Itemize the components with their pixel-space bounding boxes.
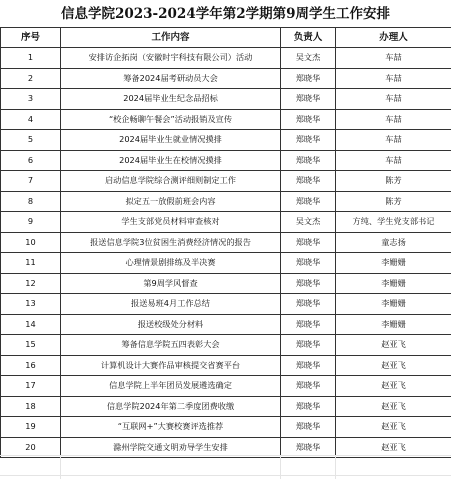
cell-content[interactable]: 信息学院上半年团员发展遴选确定: [61, 376, 281, 397]
cell-content[interactable]: 2024届毕业生纪念品招标: [61, 89, 281, 110]
cell-no[interactable]: 3: [1, 89, 61, 110]
grid-line: [0, 455, 451, 456]
cell-handler[interactable]: 赵亚飞: [336, 355, 451, 376]
cell-handler[interactable]: 赵亚飞: [336, 437, 451, 458]
cell-no[interactable]: 6: [1, 150, 61, 171]
cell-owner[interactable]: 郑晓华: [281, 232, 336, 253]
cell-content[interactable]: 启动信息学院综合测评细则制定工作: [61, 171, 281, 192]
header-no[interactable]: 序号: [1, 28, 61, 48]
cell-owner[interactable]: 郑晓华: [281, 130, 336, 151]
cell-content[interactable]: 2024届毕业生在校情况摸排: [61, 150, 281, 171]
cell-no[interactable]: 16: [1, 355, 61, 376]
cell-owner[interactable]: 郑晓华: [281, 89, 336, 110]
table-row: [1, 212, 451, 233]
table-row: [1, 171, 451, 192]
cell-no[interactable]: 18: [1, 396, 61, 417]
table-row: [1, 273, 451, 294]
header-row: [1, 28, 451, 48]
cell-content[interactable]: 计算机设计大赛作品审核提交省赛平台: [61, 355, 281, 376]
sheet-title: 信息学院2023-2024学年第2学期第9周学生工作安排: [60, 6, 391, 22]
cell-handler[interactable]: 车喆: [336, 109, 451, 130]
cell-no[interactable]: 7: [1, 171, 61, 192]
cell-no[interactable]: 17: [1, 376, 61, 397]
cell-no[interactable]: 15: [1, 335, 61, 356]
cell-content[interactable]: 心理情景剧排练及半决赛: [61, 253, 281, 274]
cell-handler[interactable]: 车喆: [336, 68, 451, 89]
cell-owner[interactable]: 郑晓华: [281, 191, 336, 212]
cell-content[interactable]: “互联网+”大赛校赛评选推荐: [61, 417, 281, 438]
cell-owner[interactable]: 郑晓华: [281, 314, 336, 335]
cell-owner[interactable]: 郑晓华: [281, 68, 336, 89]
cell-handler[interactable]: 陈芳: [336, 171, 451, 192]
cell-no[interactable]: 14: [1, 314, 61, 335]
table-row: [1, 89, 451, 110]
cell-handler[interactable]: 李姗姗: [336, 314, 451, 335]
cell-handler[interactable]: 车喆: [336, 48, 451, 69]
cell-handler[interactable]: 赵亚飞: [336, 335, 451, 356]
cell-no[interactable]: 11: [1, 253, 61, 274]
table-row: [1, 355, 451, 376]
table-row: [1, 314, 451, 335]
cell-handler[interactable]: 车喆: [336, 130, 451, 151]
cell-owner[interactable]: 郑晓华: [281, 273, 336, 294]
grid-line: [60, 455, 61, 479]
table-row: [1, 417, 451, 438]
cell-handler[interactable]: 陈芳: [336, 191, 451, 212]
table-row: [1, 253, 451, 274]
table-row: [1, 396, 451, 417]
cell-no[interactable]: 9: [1, 212, 61, 233]
cell-owner[interactable]: 郑晓华: [281, 171, 336, 192]
header-content[interactable]: 工作内容: [61, 28, 281, 48]
cell-content[interactable]: “校企畅聊午餐会”活动报销及宣传: [61, 109, 281, 130]
table-row: [1, 130, 451, 151]
cell-owner[interactable]: 郑晓华: [281, 253, 336, 274]
table-row: [1, 335, 451, 356]
cell-no[interactable]: 5: [1, 130, 61, 151]
cell-handler[interactable]: 车喆: [336, 89, 451, 110]
cell-handler[interactable]: 李姗姗: [336, 253, 451, 274]
table-row: [1, 68, 451, 89]
cell-no[interactable]: 19: [1, 417, 61, 438]
empty-grid-area: [0, 455, 451, 479]
cell-owner[interactable]: 郑晓华: [281, 109, 336, 130]
cell-content[interactable]: 安排访企拓岗（安徽时宇科技有限公司）活动: [61, 48, 281, 69]
grid-line: [280, 455, 281, 479]
cell-no[interactable]: 12: [1, 273, 61, 294]
table-row: [1, 109, 451, 130]
cell-content[interactable]: 报送易班4月工作总结: [61, 294, 281, 315]
table-row: [1, 191, 451, 212]
cell-owner[interactable]: 郑晓华: [281, 335, 336, 356]
cell-owner[interactable]: 郑晓华: [281, 150, 336, 171]
cell-owner[interactable]: 郑晓华: [281, 437, 336, 458]
table-row: [1, 150, 451, 171]
cell-owner[interactable]: 郑晓华: [281, 355, 336, 376]
header-owner[interactable]: 负责人: [281, 28, 336, 48]
cell-handler[interactable]: 赵亚飞: [336, 396, 451, 417]
cell-no[interactable]: 20: [1, 437, 61, 458]
cell-content[interactable]: 信息学院2024年第二季度团费收缴: [61, 396, 281, 417]
cell-no[interactable]: 1: [1, 48, 61, 69]
table-body: [1, 48, 451, 458]
cell-no[interactable]: 2: [1, 68, 61, 89]
cell-handler[interactable]: 车喆: [336, 150, 451, 171]
schedule-table: [0, 27, 451, 458]
cell-handler[interactable]: 赵亚飞: [336, 417, 451, 438]
cell-handler[interactable]: 李姗姗: [336, 273, 451, 294]
table-row: [1, 48, 451, 69]
cell-no[interactable]: 4: [1, 109, 61, 130]
cell-handler[interactable]: 童志扬: [336, 232, 451, 253]
cell-content[interactable]: 筹备信息学院五四表彰大会: [61, 335, 281, 356]
cell-content[interactable]: 报送信息学院3位贫困生消费经济情况的报告: [61, 232, 281, 253]
cell-content[interactable]: 学生支部党员材料审查核对: [61, 212, 281, 233]
grid-line: [335, 455, 336, 479]
cell-handler[interactable]: 方纯、学生党支部书记: [336, 212, 451, 233]
cell-owner[interactable]: 郑晓华: [281, 376, 336, 397]
cell-content[interactable]: 第9周学风督查: [61, 273, 281, 294]
cell-owner[interactable]: 吴文杰: [281, 48, 336, 69]
cell-no[interactable]: 10: [1, 232, 61, 253]
cell-owner[interactable]: 郑晓华: [281, 396, 336, 417]
table-row: [1, 376, 451, 397]
cell-handler[interactable]: 赵亚飞: [336, 376, 451, 397]
cell-content[interactable]: 报送校级处分材料: [61, 314, 281, 335]
cell-content[interactable]: 2024届毕业生就业情况摸排: [61, 130, 281, 151]
cell-content[interactable]: 筹备2024届考研动员大会: [61, 68, 281, 89]
cell-handler[interactable]: 李姗姗: [336, 294, 451, 315]
grid-line: [0, 475, 451, 476]
cell-owner[interactable]: 郑晓华: [281, 294, 336, 315]
table-row: [1, 232, 451, 253]
cell-no[interactable]: 13: [1, 294, 61, 315]
cell-content[interactable]: 滁州学院交通文明劝导学生安排: [61, 437, 281, 458]
header-handler[interactable]: 办理人: [336, 28, 451, 48]
cell-no[interactable]: 8: [1, 191, 61, 212]
cell-owner[interactable]: 吴文杰: [281, 212, 336, 233]
cell-owner[interactable]: 郑晓华: [281, 417, 336, 438]
table-row: [1, 294, 451, 315]
cell-content[interactable]: 拟定五一放假前班会内容: [61, 191, 281, 212]
